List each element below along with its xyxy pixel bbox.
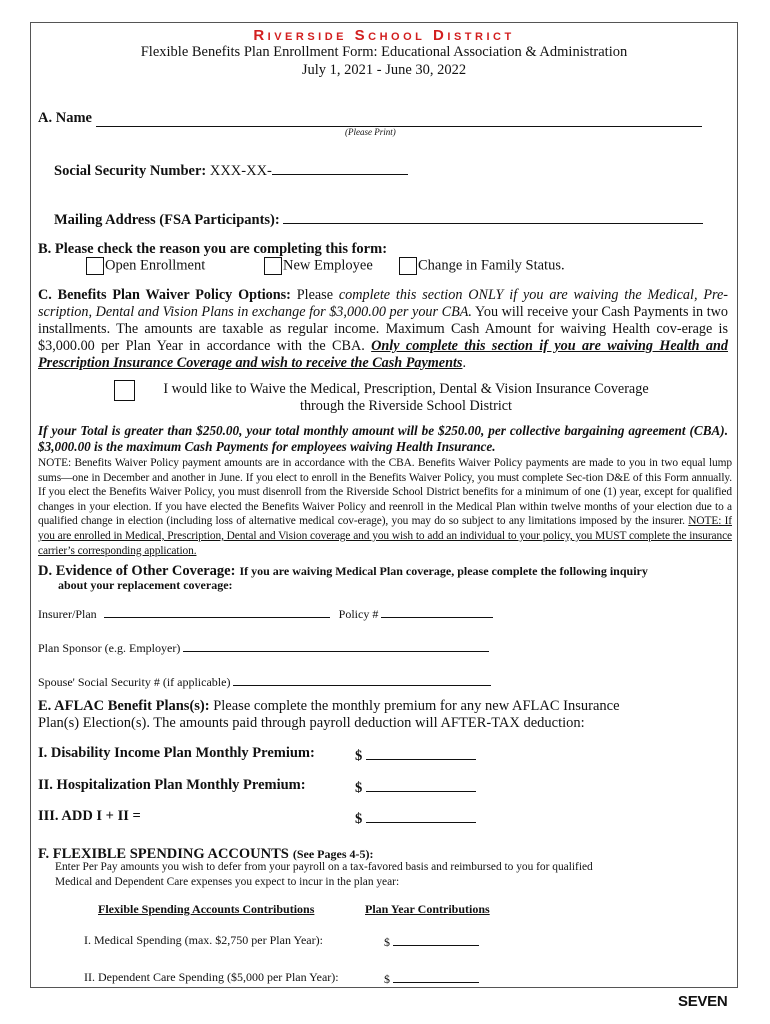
ssn-prefix: XXX-XX- [209, 163, 272, 179]
insurer-label: Insurer/Plan [38, 607, 97, 621]
plan-dates: July 1, 2021 - June 30, 2022 [301, 62, 467, 78]
sponsor-field[interactable] [183, 639, 489, 652]
section-f-desc1: Enter Per Pay amounts you wish to defer from your payroll on a tax-favored basis and reimbursed to you for qualified [55, 861, 593, 873]
section-c-t3: You will receive your Cash Payments in two installments. The amounts are taxable as regular income. Maximum Cash Amount for waiving Health cov-erage is $3,000.00 per Plan Year in accordance with the CBA. [38, 304, 728, 354]
medical-spending-amount [384, 933, 479, 950]
section-c-text [38, 287, 728, 372]
section-d-desc2: about your replacement coverage: [58, 578, 233, 592]
name-hint: (Please Print) [345, 127, 396, 137]
section-f-pages: (See Pages 4-5): [292, 847, 374, 861]
medical-spending-label: I. Medical Spending (max. $2,750 per Plan Year): [84, 933, 323, 947]
section-e-desc1: Please complete the monthly premium for any new AFLAC Insurance [213, 698, 620, 714]
waive-statement [136, 381, 676, 415]
option-open-enrollment[interactable] [86, 257, 205, 275]
hospitalization-amount [355, 777, 476, 797]
ssn-field[interactable] [272, 160, 408, 175]
district-title: Riverside School District [253, 27, 515, 44]
new-employee-label: New Employee [283, 257, 373, 274]
family-status-checkbox[interactable] [399, 257, 417, 275]
spouse-row [38, 673, 491, 690]
section-d-desc1: If you are waiving Medical Plan coverage, please complete the following inquiry [239, 564, 648, 578]
fsa-column-header: Flexible Spending Accounts Contributions [98, 902, 315, 916]
dependent-care-amount [384, 970, 479, 987]
cash-limit-note: If your Total is greater than $250.00, your total monthly amount will be $250.00, per collective bargaining agreement (CBA). $3,000.00 is the maximum Cash Payments for employees waiving Health Insurance. [38, 423, 728, 454]
family-status-label: Change in Family Status. [418, 257, 565, 274]
insurer-row [38, 605, 493, 622]
disability-amount [355, 745, 476, 765]
section-c-t1: Please [296, 287, 333, 303]
spouse-label: Spouse' Social Security # (if applicable) [38, 675, 231, 689]
section-b-title: B. Please check the reason you are completing this form: [38, 241, 388, 257]
section-d-title: D. Evidence of Other Coverage: [38, 563, 236, 579]
section-e-heading [38, 698, 620, 715]
total-field[interactable] [366, 808, 476, 823]
sponsor-label: Plan Sponsor (e.g. Employer) [38, 641, 181, 655]
address-label: Mailing Address (FSA Participants): [54, 212, 280, 228]
option-family-status[interactable] [399, 257, 565, 275]
dependent-care-field[interactable] [393, 970, 479, 983]
name-label: A. Name [38, 110, 92, 126]
waive-checkbox[interactable] [114, 380, 136, 401]
section-c-title: C. Benefits Plan Waiver Policy Options: [38, 287, 291, 303]
section-f-desc2: Medical and Dependent Care expenses you expect to incur in the plan year: [55, 876, 400, 888]
total-currency: $ [355, 811, 363, 827]
waiver-note-text: NOTE: Benefits Waiver Policy payment amounts are in accordance with the CBA. Benefits Waiver Policy payments are made to you in two equal lump sums—one in December and another in June. If you elect to enroll in the Benefits Waiver Policy, you must complete Sec-tion D&E of this Form annually. If you elect the Benefits Waiver Policy, you must disenroll from the Riverside School District benefits for a minimum of one (1) year, except for qualified changes in your election. If you have elected the Benefits Waiver Policy and reenroll in the Medical Plan within twelve months of your election due to a qualified change in election (including loss of alternative medical cov-erage), you may do so subject to any limitations imposed by the insurer. [38, 457, 732, 528]
section-c-t4: Only complete this section if you are waiving Health and Prescription Insurance Coverage and wish to receive the Cash Payments [38, 338, 729, 371]
policy-field[interactable] [381, 605, 493, 618]
hospitalization-currency: $ [355, 780, 363, 796]
disability-currency: $ [355, 748, 363, 764]
name-field[interactable] [96, 112, 702, 127]
hospitalization-field[interactable] [366, 777, 476, 792]
hospitalization-label: II. Hospitalization Plan Monthly Premium: [38, 777, 306, 793]
open-enrollment-checkbox[interactable] [86, 257, 104, 275]
new-employee-checkbox[interactable] [264, 257, 282, 275]
disability-label: I. Disability Income Plan Monthly Premium: [38, 745, 315, 761]
dependent-currency: $ [384, 972, 390, 986]
total-label: III. ADD I + II = [38, 808, 141, 824]
address-field[interactable] [283, 209, 703, 224]
waiver-note [38, 456, 732, 558]
plan-year-column-header: Plan Year Contributions [365, 902, 490, 916]
waive-line1: I would like to Waive the Medical, Prescription, Dental & Vision Insurance Coverage [163, 381, 649, 397]
section-f-title: F. FLEXIBLE SPENDING ACCOUNTS [38, 846, 289, 862]
address-row [54, 209, 703, 229]
section-c-t2: complete this section ONLY if you are waiving the Medical, Pre-scription, Dental and Vision Plans in exchange for $3,000.00 per your CBA. [38, 287, 729, 320]
waiver-note-underlined: NOTE: If you are enrolled in Medical, Prescription, Dental and Vision coverage and you wish to add an individual to your policy, you MUST complete the insurance carrier’s corresponding application. [38, 515, 732, 557]
waive-line2: through the Riverside School District [300, 398, 512, 414]
ssn-row [54, 160, 408, 180]
section-c-t4-end: . [462, 355, 466, 371]
disability-field[interactable] [366, 745, 476, 760]
medical-spending-field[interactable] [393, 933, 479, 946]
open-enrollment-label: Open Enrollment [105, 257, 206, 274]
ssn-label: Social Security Number: [54, 163, 207, 179]
form-subtitle: Flexible Benefits Plan Enrollment Form: Educational Association & Administration [140, 44, 628, 60]
policy-label: Policy # [338, 607, 379, 621]
spouse-ssn-field[interactable] [233, 673, 491, 686]
dependent-care-label: II. Dependent Care Spending ($5,000 per Plan Year): [84, 970, 339, 984]
total-amount [355, 808, 476, 828]
medical-currency: $ [384, 935, 390, 949]
page-number-label: SEVEN [678, 993, 728, 1010]
sponsor-row [38, 639, 489, 656]
section-e-title: E. AFLAC Benefit Plans(s): [38, 698, 210, 714]
section-e-desc2: Plan(s) Election(s). The amounts paid through payroll deduction will AFTER-TAX deduction: [38, 715, 585, 731]
insurer-field[interactable] [104, 605, 330, 618]
option-new-employee[interactable] [264, 257, 373, 275]
